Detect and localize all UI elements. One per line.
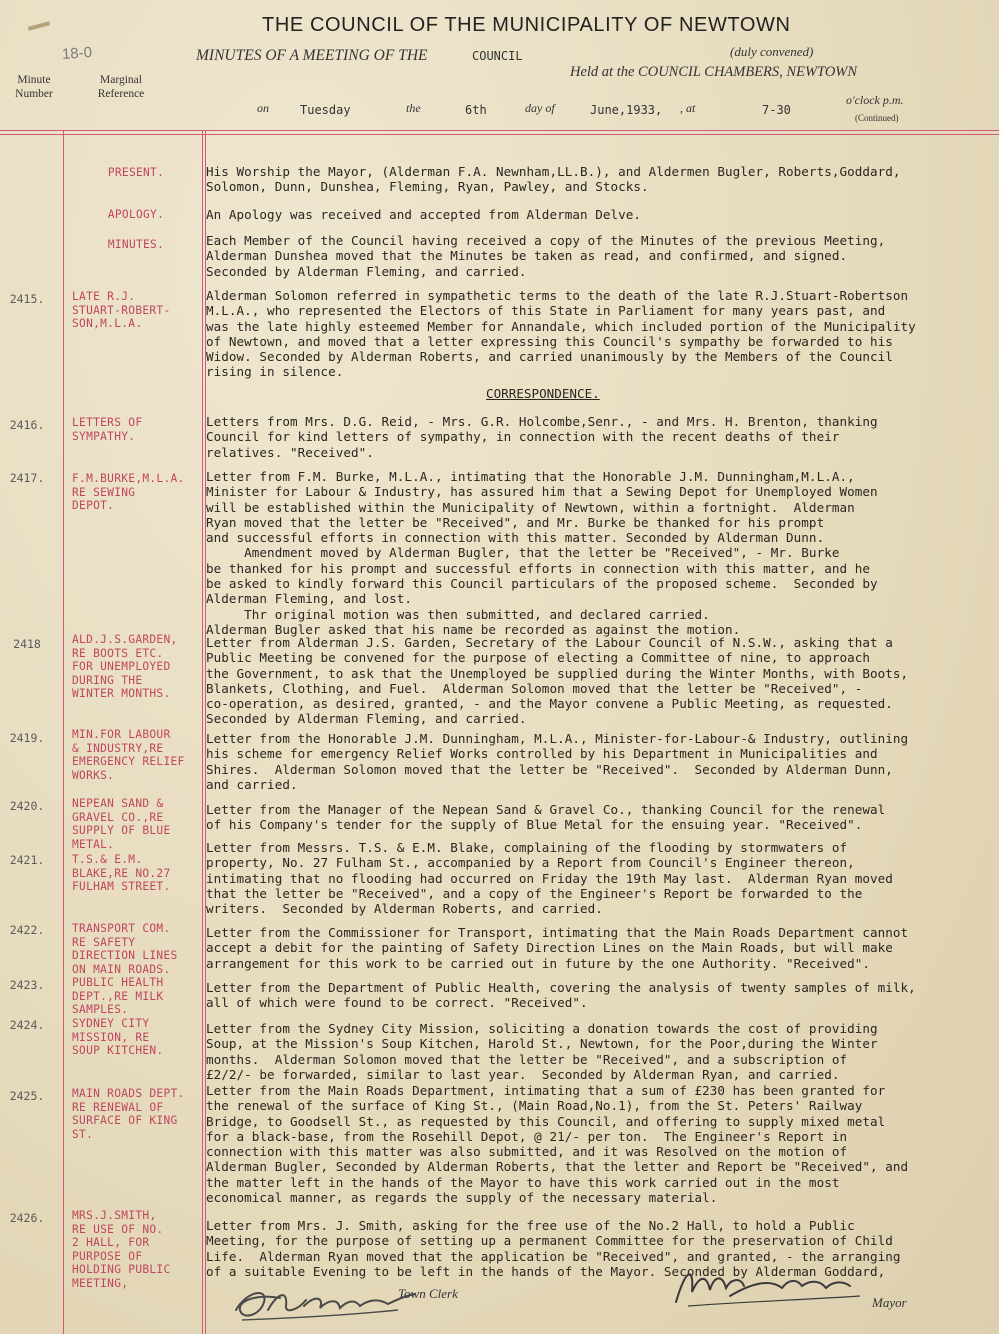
minute-number: 2421. [9, 853, 45, 867]
minute-body: Letter from the Honorable J.M. Dunningham, M.L.A., Minister-for-Labour-& Industry, outlining his scheme for emergency Relief Works controlled by his Department in Municipalities and Shires. Alderman Solomon moved that the letter be "Received". Seconded by Alderman Dunn, and carried. [206, 731, 909, 792]
minute-number: 2416. [9, 418, 45, 432]
day-of-label: day of [525, 101, 555, 115]
reference-column-rule [202, 130, 203, 1334]
mayor-signature [670, 1262, 870, 1312]
minute-body: Letter from Messrs. T.S. & E.M. Blake, complaining of the flooding by stormwaters of property, No. 27 Fulham St., accompanied by a Report from Council's Engineer thereon, intimating that no flooding had occurred on Friday the 19th May last. Alderman Ryan moved that the letter be "Received", and a copy of the Engineer's Report be forwarded to the writers. Seconded by Alderman Roberts, and carried. [206, 840, 893, 917]
minute-number: 2426. [9, 1211, 45, 1225]
pencil-note: 18-0 [61, 43, 93, 64]
minute-body: Letter from Alderman J.S. Garden, Secretary of the Labour Council of N.S.W., asking that a Public Meeting be convened for the purpose of electing a Committee of nine, to approach the Government, to ask that the Unemployed be supplied during the Winter Months, with Boots, Blankets, Clothing, and Fuel. Alderman Solomon moved that the letter be "Received", - co-operation, as desired, granted, - and the Mayor convene a Public Meeting, as requested. Seconded by Alderman Fleming, and carried. [206, 635, 909, 727]
minute-body: Letters from Mrs. D.G. Reid, - Mrs. G.R. Holcombe,Senr., - and Mrs. H. Brenton, thanking Council for kind letters of sympathy, in connection with the recent deaths of their relatives. "Received". [206, 414, 878, 460]
minute-body: Letter from the Main Roads Department, intimating that a sum of £230 has been granted for the renewal of the surface of King St., (Main Road,No.1), from the St. Peters' Railway Bridge, to Goodsell St., as requested by this Council, and offering to supply mixed metal for a black-base, from the Rosehill Depot, @ 21/- per ton. The Engineer's Report in connection with this matter was also submitted, and it was Resolved on the motion of Alderman Bugler, Seconded by Alderman Roberts, that the letter and Report be "Received", and the matter left in the hands of the Mayor to have this work carried out in the most economical manner, as regards the supply of the necessary material. [206, 1083, 909, 1206]
marginal-reference: NEPEAN SAND & GRAVEL CO.,RE SUPPLY OF BLUE METAL. [72, 797, 171, 851]
day-name: Tuesday [300, 103, 351, 117]
on-label: on [257, 101, 269, 115]
minute-body: Letter from Mrs. J. Smith, asking for the free use of the No.2 Hall, to hold a Public Meeting, for the purpose of setting up a permanent Committee for the preservation of Child Life. Alderman Ryan moved that the application be "Received", and granted, - the arranging of a suitable Evening to be left in the hands of the Mayor. Seconded by Alderman Goddard, [206, 1218, 901, 1279]
minute-number: 2415. [9, 292, 45, 306]
minute-body: Letter from the Commissioner for Transport, intimating that the Main Roads Department cannot accept a debit for the painting of Safety Direction Lines on the Main Roads, but will make arrangement for this work to be carried out in future by the one Authority. "Received". [206, 925, 909, 971]
minute-body: Letter from F.M. Burke, M.L.A., intimating that the Honorable J.M. Dunningham,M.L.A., Minister for Labour & Industry, has assured him that a Sewing Depot for Unemployed Women will be established within the Municipality of Newtown, within a fortnight. Alderman Ryan moved that the letter be "Received", and Mr. Burke be thanked for his prompt and successful efforts in connection with this matter. Seconded by Alderman Dunn. Amendment moved by Alderman Bugler, that the letter be "Received", - Mr. Burke be thanked for his prompt and successful efforts in connection with this matter, and he be asked to kindly forward this Council particulars of the proposed scheme. Seconded by Alderman Fleming, and lost. Thr original motion was then submitted, and declared carried. Alderman Bugler asked that his name be recorded as against the motion. [206, 469, 878, 637]
marginal-reference: PUBLIC HEALTH DEPT.,RE MILK SAMPLES. [72, 976, 164, 1016]
marginal-reference: LETTERS OF SYMPATHY. [72, 416, 143, 443]
marginal-reference: MIN.FOR LABOUR & INDUSTRY,RE EMERGENCY RELIEF WORKS. [72, 728, 185, 782]
town-clerk-label: Town Clerk [398, 1286, 458, 1301]
month-year: June,1933, [590, 103, 663, 117]
marginal-reference: F.M.BURKE,M.L.A. RE SEWING DEPOT. [72, 472, 185, 512]
minute-number: 2422. [9, 923, 45, 937]
minute-body: Each Member of the Council having received a copy of the Minutes of the previous Meeting, Alderman Dunshea moved that the Minutes be taken as read, and confirmed, and signed. Seconded by Alderman Fleming, and carried. [206, 233, 886, 279]
marginal-reference: PRESENT. [107, 166, 165, 179]
marginal-reference: MAIN ROADS DEPT. RE RENEWAL OF SURFACE OF KING ST. [72, 1087, 185, 1141]
council-title: THE COUNCIL OF THE MUNICIPALITY OF NEWTOWN [262, 14, 791, 36]
continued-label: (Continued) [855, 113, 899, 123]
minute-body: Alderman Solomon referred in sympathetic terms to the death of the late R.J.Stuart-Robertson M.L.A., who represented the Electors of this State in Parliament for many years past, and was the late highly esteemed Member for Annandale, which included portion of the Municipality of Newtown, and moved that a letter expressing this Council's sympathy be forwarded to his Widow. Seconded by Alderman Roberts, and carried unanimously by the Members of the Council rising in silence. [206, 288, 916, 380]
minutes-of-label: MINUTES OF A MEETING OF THE [196, 47, 428, 64]
minute-number: 2418 [13, 637, 41, 651]
minute-number: 2419. [9, 731, 45, 745]
minute-number: 2423. [9, 978, 45, 992]
oclock-label: o'clock p.m. [846, 93, 904, 107]
held-at: Held at the COUNCIL CHAMBERS, NEWTOWN [570, 64, 858, 80]
minute-body: Letter from the Department of Public Health, covering the analysis of twenty samples of milk, all of which were found to be correct. "Received". [206, 980, 916, 1011]
minute-column-rule [63, 130, 64, 1334]
marginal-reference-header: Marginal Reference [97, 74, 145, 100]
header-rule-second [0, 134, 999, 135]
minute-number: 2420. [9, 799, 45, 813]
meeting-type: COUNCIL [472, 49, 523, 63]
minute-number: 2417. [9, 471, 45, 485]
town-clerk-signature [228, 1280, 418, 1326]
minute-body: His Worship the Mayor, (Alderman F.A. Newnham,LL.B.), and Aldermen Bugler, Roberts,Goddard, Solomon, Dunn, Dunshea, Fleming, Ryan, Pawley, and Stocks. [206, 164, 901, 195]
meeting-time: 7-30 [762, 103, 791, 117]
header-rule [0, 130, 999, 131]
marginal-reference: APOLOGY. [107, 208, 165, 221]
marginal-reference: SYDNEY CITY MISSION, RE SOUP KITCHEN. [72, 1017, 164, 1057]
ink-smudge [28, 21, 50, 31]
correspondence-heading: CORRESPONDENCE. [486, 386, 600, 401]
at-label: , at [680, 101, 696, 115]
minute-body: An Apology was received and accepted from Alderman Delve. [206, 207, 642, 222]
marginal-reference: MINUTES. [107, 238, 165, 251]
minute-number: 2425. [9, 1089, 45, 1103]
the-label: the [406, 101, 421, 115]
mayor-label: Mayor [872, 1295, 907, 1310]
minute-body: Letter from the Manager of the Nepean Sand & Gravel Co., thanking Council for the renewal of his Company's tender for the supply of Blue Metal for the ensuing year. "Received". [206, 802, 886, 833]
marginal-reference: MRS.J.SMITH, RE USE OF NO. 2 HALL, FOR PURPOSE OF HOLDING PUBLIC MEETING, [72, 1209, 171, 1290]
marginal-reference: TRANSPORT COM. RE SAFETY DIRECTION LINES ON MAIN ROADS. [72, 922, 178, 976]
duly-convened: (duly convened) [730, 44, 814, 59]
marginal-reference: T.S.& E.M. BLAKE,RE NO.27 FULHAM STREET. [72, 853, 171, 893]
minute-number-header: Minute Number [15, 74, 53, 100]
minute-number: 2424. [9, 1018, 45, 1032]
day-number: 6th [465, 103, 487, 117]
marginal-reference: LATE R.J. STUART-ROBERT- SON,M.L.A. [72, 290, 171, 330]
minute-body: Letter from the Sydney City Mission, soliciting a donation towards the cost of providing Soup, at the Mission's Soup Kitchen, Harold St., Newtown, for the Poor,during the Winter months. Alderman Solomon moved that the letter be "Received", and a subscription of £2/2/- be forwarded, similar to last year. Seconded by Alderman Ryan, and carried. [206, 1021, 878, 1082]
marginal-reference: ALD.J.S.GARDEN, RE BOOTS ETC. FOR UNEMPLOYED DURING THE WINTER MONTHS. [72, 633, 178, 700]
